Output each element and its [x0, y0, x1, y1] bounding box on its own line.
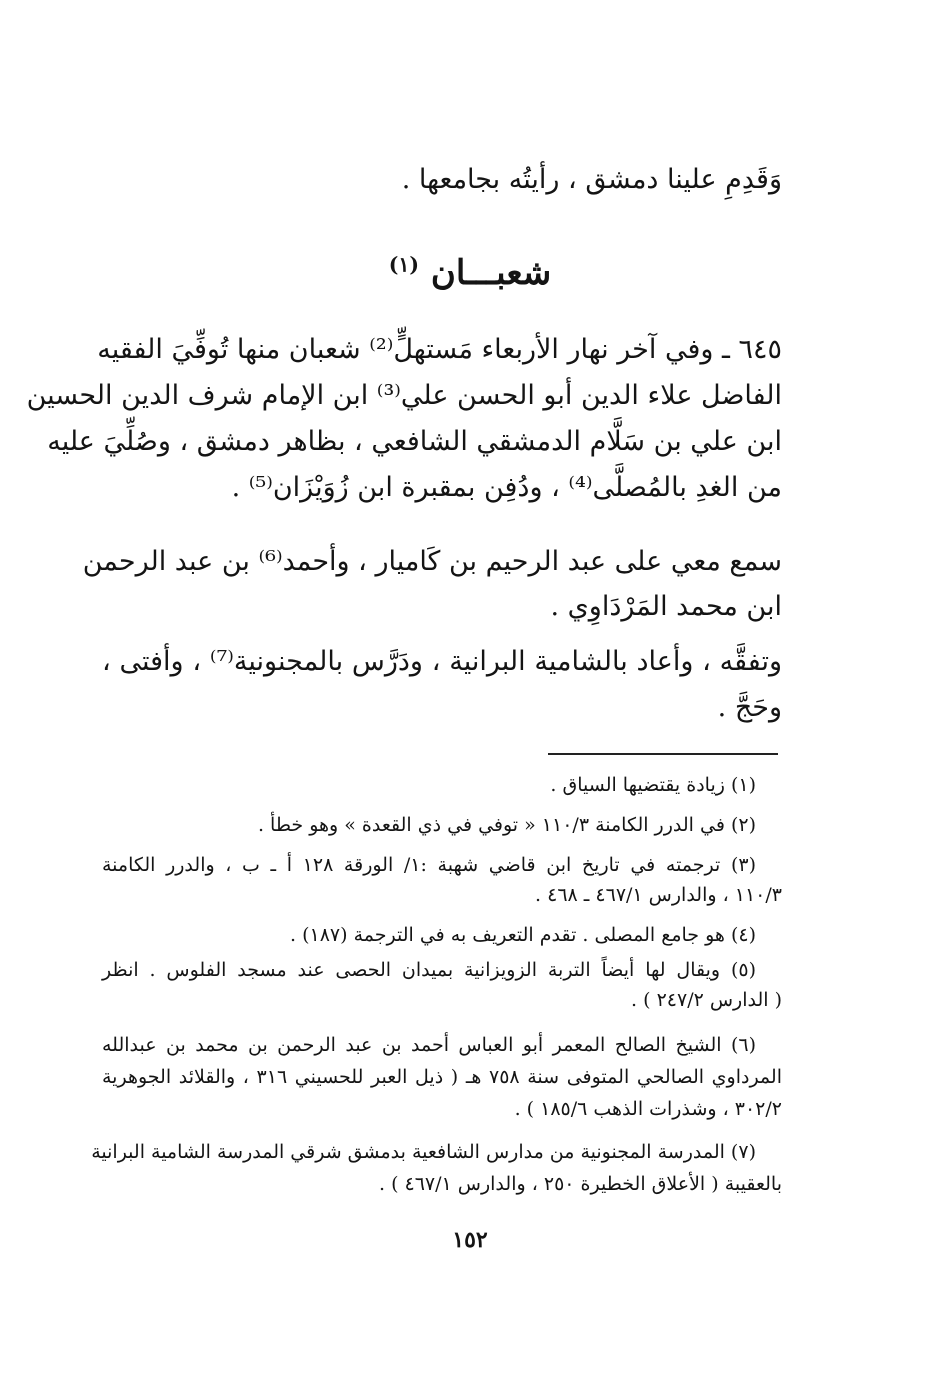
footnote-7-line-2: بالعقيبة ( الأعلاق الخطيرة ٢٥٠ ، والدارس ٤٦٧/١ ) .: [378, 1173, 782, 1195]
footnote-3-line-2: ١١٠/٣ ، والدارس ٤٦٧/١ ـ ٤٦٨ .: [535, 884, 782, 906]
page-number: ١٥٢: [452, 1227, 488, 1253]
entry-line-4: من الغدِ بالمُصلَّى⁽⁴⁾ ، ودُفِن بمقبرة ابن زُوَيْزَان⁽⁵⁾ .: [231, 472, 782, 503]
entry-line-3: ابن علي بن سَلَّام الدمشقي الشافعي ، بظاهر دمشق ، وصُلِّيَ عليه: [47, 426, 782, 457]
intro-line: وَقَدِمِ علينا دمشق ، رأيتُه بجامعها .: [401, 164, 782, 195]
footnote-6-line-2: المرداوي الصالحي المتوفى سنة ٧٥٨ هـ ( ذيل العبر للحسيني ٣١٦ ، والقلائد الجوهرية: [102, 1066, 782, 1088]
footnote-5-line-2: ( الدارس ٢٤٧/٢ ) .: [631, 989, 782, 1011]
footnote-2: (٢) في الدرر الكامنة ١١٠/٣ « توفي في ذي القعدة » وهو خطأ .: [257, 814, 756, 836]
section-heading: [240, 248, 700, 298]
study-line-2: وحَجَّ .: [717, 692, 782, 723]
entry-line-2: الفاضل علاء الدين أبو الحسن علي⁽³⁾ ابن الإمام شرف الدين الحسين: [26, 380, 782, 411]
footnote-6-line-3: ٣٠٢/٢ ، وشذرات الذهب ١٨٥/٦ ) .: [514, 1098, 782, 1120]
teachers-line-2: ابن محمد المَرْدَاوِي .: [550, 591, 782, 622]
entry-line-1: ٦٤٥ ـ وفي آخر نهار الأربعاء مَستهلٍّ⁽²⁾ شعبان منها تُوفِّيَ الفقيه: [97, 334, 782, 365]
footnote-6-line-1: (٦) الشيخ الصالح المعمر أبو العباس أحمد بن عبد الرحمن بن محمد بن عبدالله: [102, 1034, 756, 1056]
footnote-3-line-1: (٣) ترجمته في تاريخ ابن قاضي شهبة :١/ الورقة ١٢٨ أ ـ ب ، والدرر الكامنة: [102, 854, 756, 876]
footnote-7-line-1: (٧) المدرسة المجنونية من مدارس الشافعية بدمشق شرقي المدرسة الشامية البرانية: [91, 1141, 756, 1163]
section-heading-title: شعبـــان: [430, 253, 552, 293]
section-heading-note: (١): [388, 252, 420, 277]
study-line-1: وتفقَّه ، وأعاد بالشامية البرانية ، ودَرَّس بالمجنونية⁽⁷⁾ ، وأفتى ،: [102, 646, 782, 677]
footnote-separator: [548, 753, 778, 755]
teachers-line-1: سمع معي على عبد الرحيم بن كَاميار ، وأحمد⁽⁶⁾ بن عبد الرحمن: [82, 546, 782, 577]
footnote-4: (٤) هو جامع المصلى . تقدم التعريف به في الترجمة (١٨٧) .: [290, 924, 756, 946]
footnote-1: (١) زيادة يقتضيها السياق .: [550, 774, 756, 796]
footnote-5-line-1: (٥) ويقال لها أيضاً التربة الزويزانية بميدان الحصى عند مسجد الفلوس . انظر: [102, 959, 756, 981]
